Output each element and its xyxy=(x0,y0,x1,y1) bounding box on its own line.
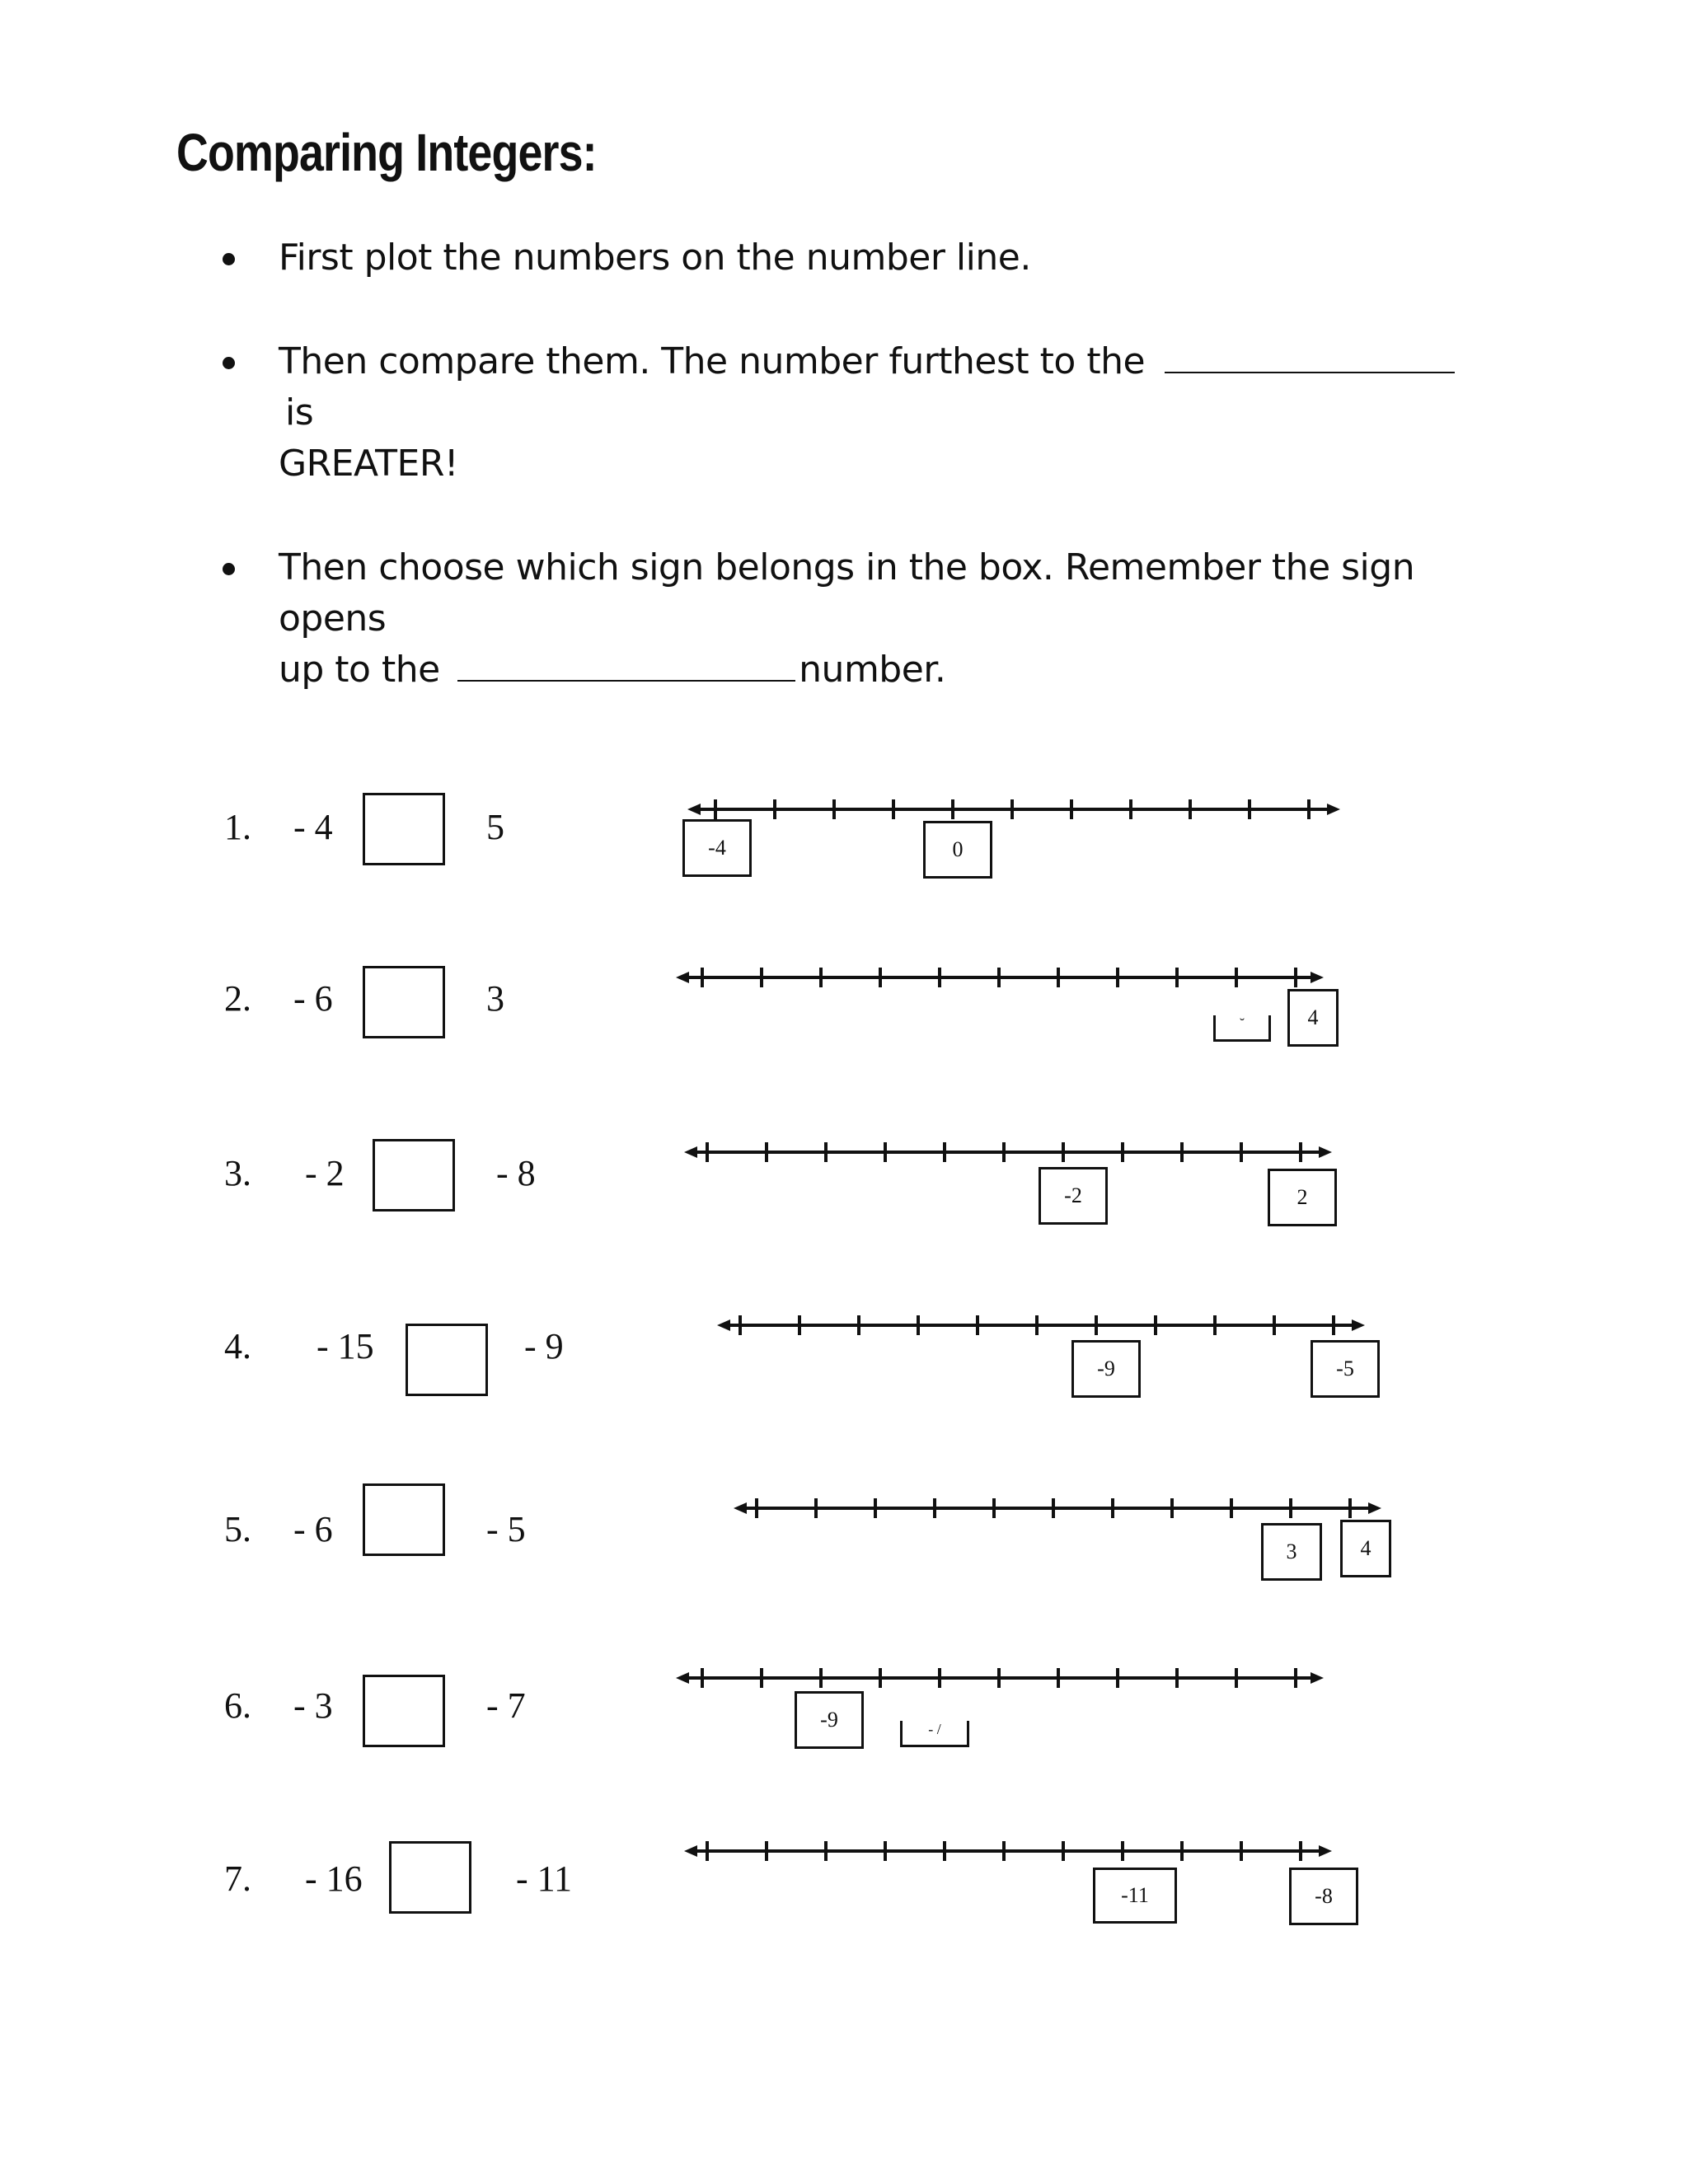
problem-number: 5. xyxy=(224,1509,251,1549)
instruction-item xyxy=(223,336,1492,490)
number-line-label: -9 xyxy=(1071,1340,1141,1398)
problem-row xyxy=(0,791,1688,940)
problem-row xyxy=(0,971,1688,1119)
problem-row xyxy=(0,1319,1688,1467)
number-line-label: -9 xyxy=(795,1691,864,1749)
left-integer: - 15 xyxy=(316,1326,374,1366)
number-line xyxy=(0,1851,1688,1950)
number-line-label: 3 xyxy=(1261,1523,1322,1581)
problem-number: 6. xyxy=(224,1685,251,1726)
number-line-label: -2 xyxy=(1039,1167,1108,1225)
fill-in-blank[interactable] xyxy=(1165,340,1455,373)
problem-number: 1. xyxy=(224,807,251,847)
problem-number: 3. xyxy=(224,1153,251,1193)
instructions-list xyxy=(223,232,1492,748)
number-line-label: -8 xyxy=(1289,1868,1358,1925)
number-line-label: 4 xyxy=(1340,1520,1391,1577)
number-line-label: 0 xyxy=(923,821,992,879)
number-line xyxy=(0,971,1688,1070)
right-integer: 3 xyxy=(486,978,504,1019)
left-integer: - 2 xyxy=(305,1153,345,1193)
left-integer: - 6 xyxy=(293,1509,333,1549)
problem-number: 4. xyxy=(224,1326,251,1366)
right-integer: - 9 xyxy=(524,1326,564,1366)
number-line-axis xyxy=(684,1142,1332,1162)
number-line-axis xyxy=(717,1315,1365,1335)
problem-row xyxy=(0,1851,1688,1999)
instruction-text: number. xyxy=(799,649,946,691)
instruction-text: First plot the numbers on the number line. xyxy=(279,237,1031,279)
right-integer: - 11 xyxy=(516,1858,573,1899)
problem-number: 2. xyxy=(224,978,251,1019)
instruction-item xyxy=(223,542,1492,696)
instruction-text: Then compare them. The number furthest to the xyxy=(279,340,1146,382)
number-line-label: ˘ xyxy=(1213,1015,1271,1042)
number-line-axis xyxy=(687,799,1340,819)
problem-number: 7. xyxy=(224,1858,251,1899)
number-line xyxy=(0,1319,1688,1418)
right-integer: - 5 xyxy=(486,1509,526,1549)
fill-in-blank[interactable] xyxy=(457,649,795,682)
number-line-axis xyxy=(676,968,1324,987)
right-integer: - 7 xyxy=(486,1685,526,1726)
number-line xyxy=(0,1146,1688,1244)
number-line-label: -4 xyxy=(682,819,752,877)
number-line-label: -5 xyxy=(1311,1340,1380,1398)
left-integer: - 4 xyxy=(293,807,333,847)
instruction-text: Then choose which sign belongs in the box. Remember the sign opens xyxy=(279,546,1415,640)
right-integer: - 8 xyxy=(496,1153,536,1193)
number-line-label: - / xyxy=(900,1721,969,1747)
number-line-axis xyxy=(684,1841,1332,1861)
number-line-label: -11 xyxy=(1093,1868,1177,1924)
problem-row xyxy=(0,1505,1688,1653)
instruction-text: GREATER! xyxy=(279,443,459,485)
number-line xyxy=(0,791,1688,890)
instruction-text: up to the xyxy=(279,649,440,691)
instruction-item xyxy=(223,232,1492,284)
number-line-axis xyxy=(734,1498,1381,1518)
instruction-text: is xyxy=(285,391,314,434)
page-title: Comparing Integers: xyxy=(176,123,597,182)
problem-row xyxy=(0,1146,1688,1294)
left-integer: - 16 xyxy=(305,1858,363,1899)
right-integer: 5 xyxy=(486,807,504,847)
number-line-axis xyxy=(676,1668,1324,1688)
number-line-label: 4 xyxy=(1287,989,1339,1047)
number-line-label: 2 xyxy=(1268,1169,1337,1226)
number-line xyxy=(0,1505,1688,1604)
left-integer: - 3 xyxy=(293,1685,333,1726)
left-integer: - 6 xyxy=(293,978,333,1019)
problem-row xyxy=(0,1678,1688,1826)
